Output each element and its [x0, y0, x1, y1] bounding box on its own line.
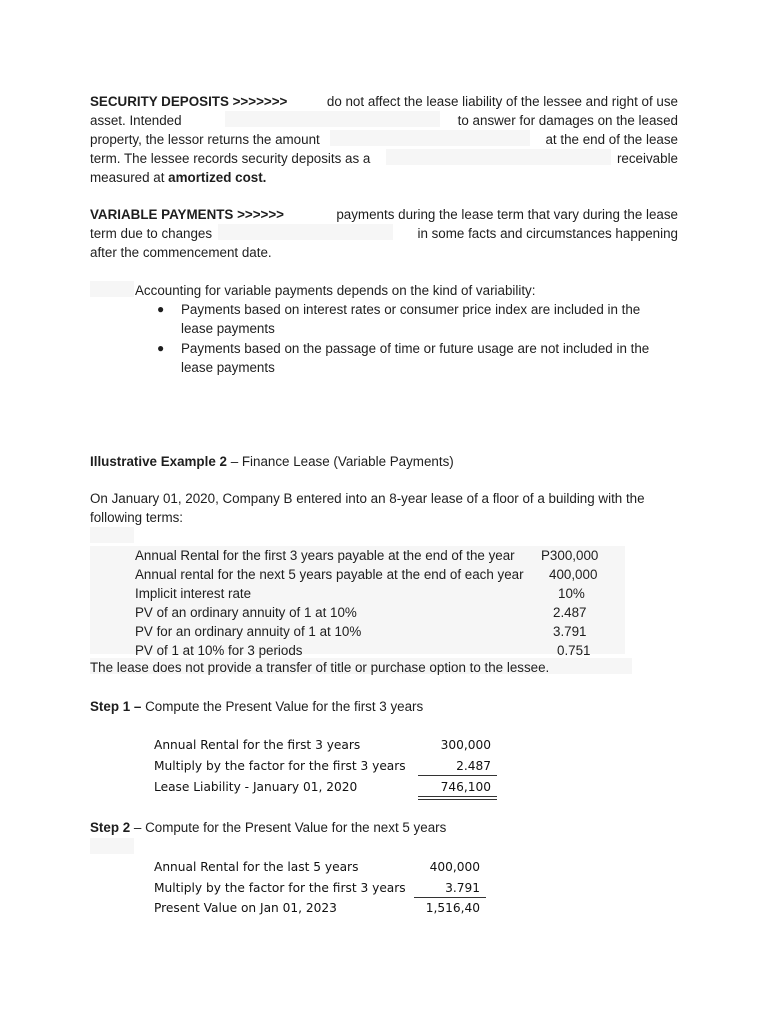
highlight-blank: [90, 527, 134, 543]
term-label: Annual rental for the next 5 years payable at the end of each year: [135, 567, 524, 582]
term-value: 0.751: [557, 643, 591, 658]
security-line-5: measured at amortized cost.: [90, 170, 267, 185]
calc-label: Lease Liability - January 01, 2020: [154, 780, 358, 794]
calc-value: 400,000: [429, 860, 480, 874]
security-line-4: term. The lessee records security deposits as a receivable: [90, 151, 678, 166]
amortized-cost: amortized cost.: [168, 170, 267, 185]
highlight-blank: [90, 838, 134, 854]
variable-heading: VARIABLE PAYMENTS >>>>>>: [90, 207, 284, 222]
term-value: 3.791: [553, 624, 587, 639]
term-label: Implicit interest rate: [135, 586, 252, 601]
calc-label: Annual Rental for the last 5 years: [154, 860, 359, 874]
calc-value: 746,100: [440, 780, 491, 794]
step-2-heading: Step 2 – Compute for the Present Value for the next 5 years: [90, 820, 447, 835]
calc-value: 1,516,40: [425, 901, 480, 915]
term-value: 2.487: [553, 605, 587, 620]
calc-label: Present Value on Jan 01, 2023: [154, 901, 337, 915]
double-rule-top: [418, 796, 497, 797]
term-value: 400,000: [549, 567, 598, 582]
term-label: Annual Rental for the first 3 years payable at the end of the year: [135, 548, 515, 563]
double-rule-bottom: [418, 799, 497, 800]
variable-line-1: VARIABLE PAYMENTS >>>>>> payments during the lease term that vary during the lease: [90, 207, 678, 222]
bullet-icon: ●: [157, 302, 165, 316]
sum-rule: [418, 775, 497, 776]
security-line-1: SECURITY DEPOSITS >>>>>>> do not affect the lease liability of the lessee and right of use: [90, 94, 678, 109]
example-note: The lease does not provide a transfer of title or purchase option to the lessee.: [90, 660, 550, 675]
calc-value: 2.487: [456, 759, 491, 773]
example-paragraph-line-1: On January 01, 2020, Company B entered into an 8-year lease of a floor of a building with the: [90, 491, 645, 506]
security-line-2: asset. Intended to answer for damages on the leased: [90, 113, 678, 128]
example-paragraph-line-2: following terms:: [90, 510, 184, 525]
term-label: PV of 1 at 10% for 3 periods: [135, 643, 303, 658]
term-label: PV for an ordinary annuity of 1 at 10%: [135, 624, 362, 639]
example-title: Illustrative Example 2 – Finance Lease (Variable Payments): [90, 454, 454, 469]
variable-line-2: term due to changes in some facts and circumstances happening: [90, 226, 678, 241]
variable-intro: Accounting for variable payments depends on the kind of variability:: [135, 283, 536, 298]
variable-line-3: after the commencement date.: [90, 245, 272, 260]
highlight-blank: [90, 281, 134, 297]
bullet-2-line-1: Payments based on the passage of time or future usage are not included in the: [181, 341, 650, 356]
bullet-2-line-2: lease payments: [181, 360, 275, 375]
step-1-heading: Step 1 – Compute the Present Value for the first 3 years: [90, 699, 424, 714]
calc-label: Annual Rental for the first 3 years: [154, 738, 361, 752]
security-heading: SECURITY DEPOSITS >>>>>>>: [90, 94, 288, 109]
bullet-1-line-2: lease payments: [181, 321, 275, 336]
term-label: PV of an ordinary annuity of 1 at 10%: [135, 605, 357, 620]
calc-value: 3.791: [445, 881, 480, 895]
calc-value: 300,000: [440, 738, 491, 752]
calc-label: Multiply by the factor for the first 3 years: [154, 881, 406, 895]
bullet-1-line-1: Payments based on interest rates or consumer price index are included in the: [181, 302, 641, 317]
calc-label: Multiply by the factor for the first 3 years: [154, 759, 406, 773]
term-value: 10%: [558, 586, 585, 601]
term-value: P300,000: [541, 548, 599, 563]
security-line-3: property, the lessor returns the amount at the end of the lease: [90, 132, 678, 147]
bullet-icon: ●: [157, 341, 165, 355]
